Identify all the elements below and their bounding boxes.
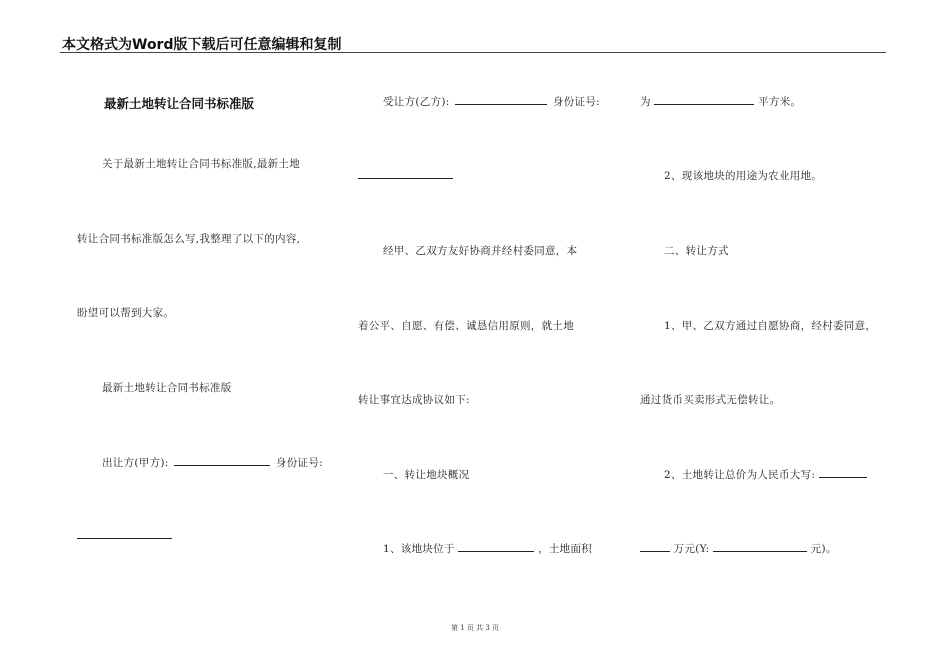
intro-line-3: 盼望可以帮到大家。 [77,307,175,319]
document-title: 最新土地转让合同书标准版 [104,96,255,111]
item-1-suffix: ，土地面积 [538,543,593,555]
party-a-id-line [77,528,172,542]
header-divider [60,52,886,53]
price-line-1 [664,467,867,482]
party-a-id-label: 身份证号: [275,457,323,469]
party-b-name-blank[interactable] [455,94,547,105]
party-a-id-blank[interactable] [77,528,172,539]
area-blank[interactable] [654,94,754,105]
para-line-2: 着公平、自愿、有偿、诚恳信用原则，就土地 [358,320,574,332]
item-2-line: 2、现该地块的用途为农业用地。 [664,170,823,182]
item-1-line [383,541,592,556]
price-number-blank[interactable] [713,541,807,552]
subtitle-line: 最新土地转让合同书标准版 [102,382,232,394]
page-number: 第 1 页 共 3 页 [450,624,500,632]
price-words-blank-cont[interactable] [640,541,670,552]
method-line-2: 通过货币买卖形式无偿转让。 [640,394,781,406]
item-1-prefix: 1、该地块位于 [383,543,455,555]
price-words-blank[interactable] [819,467,867,478]
method-line-1: 1、甲、乙双方通过自愿协商，经村委同意， [664,320,877,332]
party-b-id-line [358,168,453,182]
area-line [640,94,801,109]
party-a-line [102,455,323,470]
location-blank[interactable] [458,541,534,552]
party-b-line [383,94,600,109]
party-b-id-blank[interactable] [358,168,453,179]
section-2-heading: 二、转让方式 [664,245,729,257]
price-line-2 [640,541,837,556]
section-1-heading: 一、转让地块概况 [383,469,470,481]
intro-line-2: 转让合同书标准版怎么写,我整理了以下的内容, [77,233,301,245]
price-label: 2、土地转让总价为人民币大写: [664,469,816,481]
document-header: 本文格式为Word版下载后可任意编辑和复制 [62,37,342,53]
party-b-label: 受让方(乙方): [383,96,450,108]
party-a-name-blank[interactable] [174,455,270,466]
para-line-1: 经甲、乙双方友好协商并经村委同意，本 [383,245,578,257]
area-prefix: 为 [640,96,651,108]
intro-line-1: 关于最新土地转让合同书标准版,最新土地 [102,158,301,170]
party-b-id-label: 身份证号: [552,96,600,108]
area-suffix: 平方米。 [758,96,802,108]
para-line-3: 转让事宜达成协议如下: [358,394,470,406]
party-a-label: 出让方(甲方): [102,457,169,469]
price-unit: 万元(Y: [673,543,710,555]
price-close: 元)。 [810,543,837,555]
